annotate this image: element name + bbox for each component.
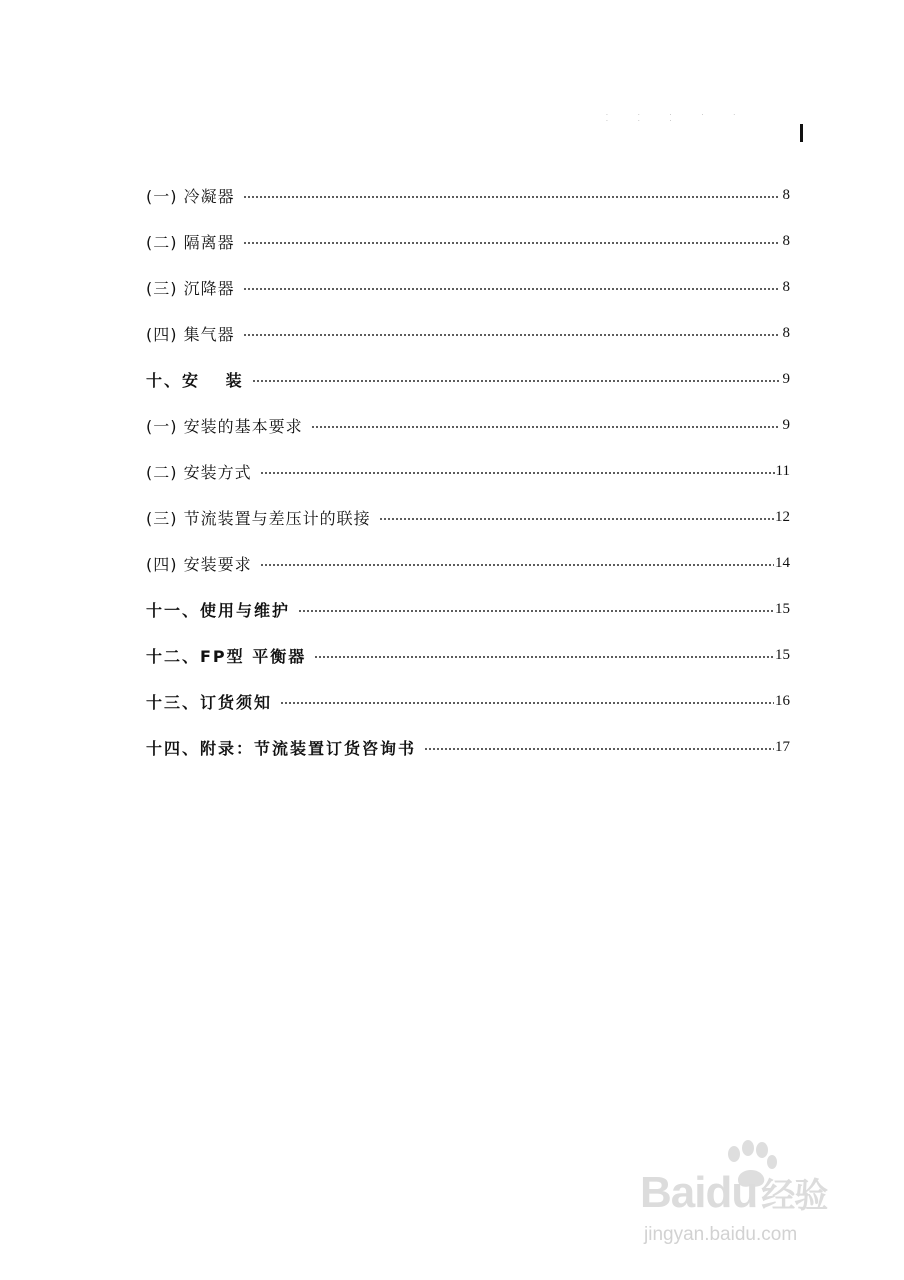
toc-entry-title: (一) 冷凝器 (146, 186, 235, 206)
toc-page-number: 8 (782, 324, 790, 341)
toc-page-number: 8 (782, 278, 790, 295)
toc-page-number: 12 (775, 508, 790, 525)
toc-dot-leader (379, 518, 774, 520)
toc-entry[interactable] (146, 540, 790, 586)
toc-entry[interactable] (146, 586, 790, 632)
toc-entry-title: (一) 安装的基本要求 (146, 416, 303, 436)
watermark-logo-cn: 经验 (761, 1176, 828, 1216)
toc-entry[interactable] (146, 218, 790, 264)
toc-entry[interactable] (146, 448, 790, 494)
toc-dot-leader (243, 196, 779, 198)
baidu-jingyan-watermark (640, 1140, 870, 1250)
toc-dot-leader (314, 656, 774, 658)
toc-page-number: 15 (775, 646, 790, 663)
toc-entry-title: 十、安 装 (146, 370, 244, 390)
toc-entry[interactable] (146, 356, 790, 402)
toc-dot-leader (243, 242, 779, 244)
toc-page-number: 15 (775, 600, 790, 617)
toc-entry-title: 十一、使用与维护 (146, 600, 291, 620)
toc-entry-title: (四) 集气器 (146, 324, 235, 344)
toc-entry[interactable] (146, 494, 790, 540)
toc-entry[interactable] (146, 402, 790, 448)
toc-dot-leader (243, 334, 779, 336)
watermark-logo (640, 1168, 827, 1218)
toc-entry-title: 十二、FP型 平衡器 (146, 646, 307, 666)
toc-page-number: 8 (782, 186, 790, 203)
toc-dot-leader (280, 702, 774, 704)
toc-dot-leader (424, 748, 774, 750)
toc-dot-leader (252, 380, 779, 382)
toc-entry-title: (三) 沉降器 (146, 278, 235, 298)
toc-page-number: 16 (775, 692, 790, 709)
toc-entry[interactable] (146, 632, 790, 678)
toc-dot-leader (260, 564, 774, 566)
toc-entry-title: 十四、附录：节流装置订货咨询书 (146, 738, 417, 758)
toc-entry-title: (二) 隔离器 (146, 232, 235, 252)
header-dot-marks: · · · · · · · · (606, 112, 750, 125)
toc-page-number: 9 (782, 370, 790, 387)
toc-dot-leader (298, 610, 774, 612)
toc-entry[interactable] (146, 264, 790, 310)
toc-dot-leader (243, 288, 779, 290)
table-of-contents (146, 172, 790, 770)
toc-entry[interactable] (146, 310, 790, 356)
toc-dot-leader (260, 472, 775, 474)
toc-page-number: 11 (775, 462, 790, 479)
toc-page-number: 9 (782, 416, 790, 433)
toc-entry[interactable] (146, 172, 790, 218)
toc-page-number: 17 (775, 738, 790, 755)
toc-entry-title: (三) 节流装置与差压计的联接 (146, 508, 371, 528)
toc-entry[interactable] (146, 678, 790, 724)
toc-entry-title: 十三、订货须知 (146, 692, 273, 712)
toc-page-number: 8 (782, 232, 790, 249)
toc-dot-leader (311, 426, 779, 428)
watermark-logo-latin: Baidu (640, 1168, 758, 1217)
toc-page-number: 14 (775, 554, 790, 571)
toc-entry[interactable] (146, 724, 790, 770)
toc-entry-title: (四) 安装要求 (146, 554, 252, 574)
watermark-url: jingyan.baidu.com (644, 1224, 798, 1245)
toc-entry-title: (二) 安装方式 (146, 462, 252, 482)
page-edge-bar (800, 124, 803, 142)
